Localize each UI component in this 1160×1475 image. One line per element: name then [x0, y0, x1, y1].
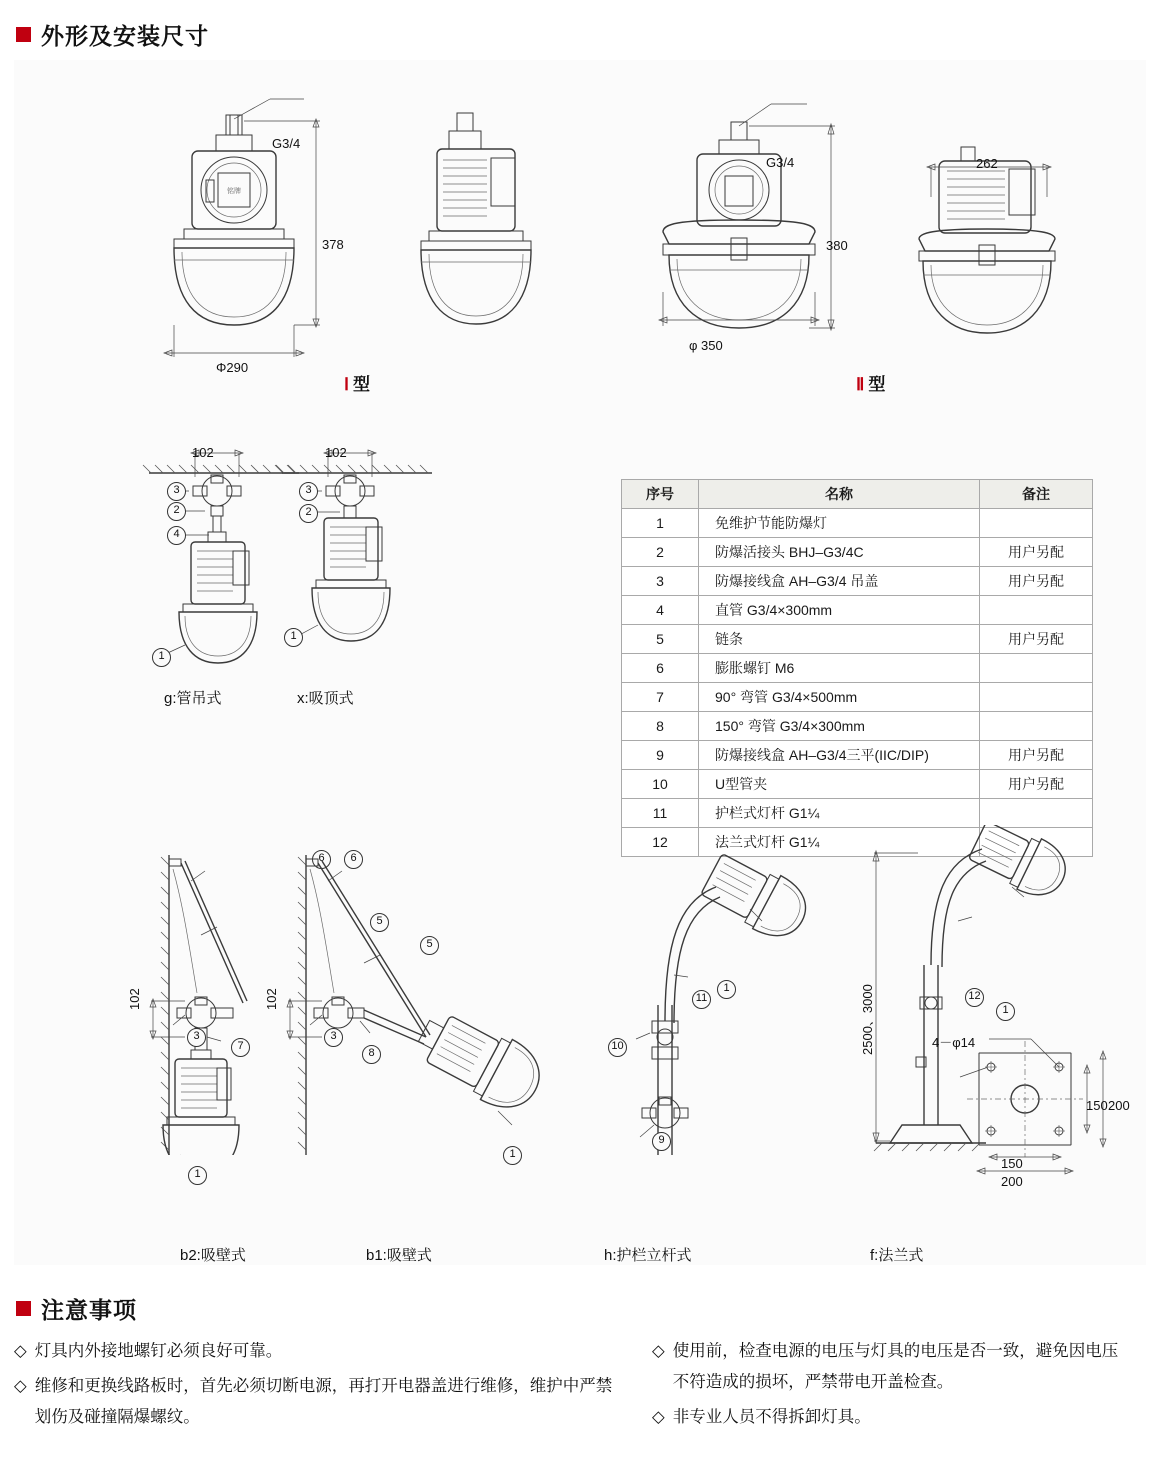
callout-7-b2: 7: [231, 1038, 250, 1057]
callout-1-h: 1: [717, 980, 736, 999]
type2-width-dimension: [909, 135, 1129, 215]
table-row: [622, 712, 1093, 741]
table-row: [622, 683, 1093, 712]
mount-label-g: g:管吊式: [164, 690, 222, 707]
label-flange-200v: 200: [1108, 1098, 1130, 1113]
callout-12-f: 12: [965, 988, 984, 1007]
label-flange-200h: 200: [1001, 1174, 1023, 1189]
cell-name: 防爆活接头 BHJ–G3/4C: [699, 538, 980, 567]
cell-remark: [980, 799, 1093, 828]
cell-no: 3: [622, 567, 699, 596]
cell-remark: [980, 683, 1093, 712]
note-item: [652, 1402, 1132, 1433]
callout-5-b2: 5: [370, 913, 389, 932]
table-row: [622, 538, 1093, 567]
diagram-area: [14, 60, 1146, 1265]
callout-1-b2: 1: [188, 1166, 207, 1185]
table-row: [622, 654, 1093, 683]
cell-name: 150° 弯管 G3/4×300mm: [699, 712, 980, 741]
cell-remark: [980, 712, 1093, 741]
section-title-text: 外形及安装尺寸: [41, 23, 209, 49]
note-text: 维修和更换线路板时，首先必须切断电源，再打开电器盖进行维修，维护中严禁划伤及碰撞隔爆螺纹。: [34, 1377, 613, 1426]
mount-b1-drawing: [276, 825, 566, 1155]
diamond-icon: ◇: [14, 1377, 27, 1395]
cell-name: 直管 G3/4×300mm: [699, 596, 980, 625]
callout-4-g: 4: [167, 526, 186, 545]
cell-name: 免维护节能防爆灯: [699, 509, 980, 538]
callout-2-g: 2: [167, 502, 186, 521]
callout-6-b1: 6: [344, 850, 363, 869]
label-type2-width: 262: [976, 156, 998, 171]
label-flange-150v: 150: [1086, 1098, 1108, 1113]
callout-1-x: 1: [284, 628, 303, 647]
callout-8-b1: 8: [362, 1045, 381, 1064]
callout-1-b1: 1: [503, 1146, 522, 1165]
notes-column-right: [652, 1336, 1132, 1437]
cell-no: 11: [622, 799, 699, 828]
label-mount-g-width: 102: [192, 445, 214, 460]
cell-remark: 用户另配: [980, 770, 1093, 799]
mount-x-drawing: [262, 435, 452, 705]
cell-no: 9: [622, 741, 699, 770]
diamond-icon: ◇: [14, 1342, 27, 1360]
table-row: [622, 770, 1093, 799]
notes-title-text: 注意事项: [41, 1297, 137, 1323]
cell-name: 防爆接线盒 AH–G3/4 吊盖: [699, 567, 980, 596]
callout-1-g: 1: [152, 648, 171, 667]
red-square-icon: [16, 27, 31, 42]
cell-name: 防爆接线盒 AH–G3/4三平(IIC/DIP): [699, 741, 980, 770]
diamond-icon: ◇: [652, 1342, 665, 1360]
section-heading-notes: [16, 1292, 137, 1325]
cell-no: 1: [622, 509, 699, 538]
cell-name: 膨胀螺钉 M6: [699, 654, 980, 683]
type2-label: [856, 370, 885, 395]
type2-text: 型: [868, 375, 886, 394]
table-row: [622, 509, 1093, 538]
callout-2-x: 2: [299, 504, 318, 523]
callout-3-x: 3: [299, 482, 318, 501]
cell-remark: 用户另配: [980, 538, 1093, 567]
label-b2-width: 102: [127, 988, 142, 1010]
parts-table: [621, 479, 1093, 857]
note-text: 使用前，检查电源的电压与灯具的电压是否一致，避免因电压不符造成的损坏，严禁带电开盖检查。: [672, 1342, 1119, 1391]
callout-6-b2: 6: [312, 850, 331, 869]
cell-no: 12: [622, 828, 699, 857]
type2-mark: Ⅱ: [856, 375, 865, 394]
type1-dimension-lines: [144, 85, 404, 385]
diamond-icon: ◇: [652, 1408, 665, 1426]
parts-table-header-row: [622, 480, 1093, 509]
cell-name: 法兰式灯杆 G1¼: [699, 828, 980, 857]
type1-mark: Ⅰ: [344, 375, 350, 394]
header-no: 序号: [622, 480, 699, 509]
cell-remark: [980, 596, 1093, 625]
type1-side-view-drawing: [409, 88, 609, 348]
cell-no: 6: [622, 654, 699, 683]
label-flange-150h: 150: [1001, 1156, 1023, 1171]
note-text: 灯具内外接地螺钉必须良好可靠。: [34, 1342, 283, 1360]
cell-no: 10: [622, 770, 699, 799]
red-square-icon-notes: [16, 1301, 31, 1316]
callout-3-b1: 3: [324, 1028, 343, 1047]
mount-label-b1: b1:吸壁式: [366, 1247, 432, 1264]
cell-name: U型管夹: [699, 770, 980, 799]
callout-9-h: 9: [652, 1132, 671, 1151]
label-type1-height: 378: [322, 237, 344, 252]
callout-11-h: 11: [692, 990, 711, 1009]
note-item: [14, 1371, 614, 1433]
cell-no: 4: [622, 596, 699, 625]
label-flange-holes: 4－φ14: [932, 1035, 976, 1050]
cell-remark: 用户另配: [980, 625, 1093, 654]
mount-h-drawing: [604, 825, 824, 1155]
cell-no: 8: [622, 712, 699, 741]
callout-5-b1: 5: [420, 936, 439, 955]
table-row: [622, 799, 1093, 828]
table-row: [622, 567, 1093, 596]
note-item: [14, 1336, 614, 1367]
section-heading-dimensions: [16, 18, 209, 51]
notes-column-left: [14, 1336, 614, 1437]
label-mount-x-width: 102: [325, 445, 347, 460]
cell-no: 2: [622, 538, 699, 567]
label-pole-height: 2500、3000: [860, 984, 875, 1055]
label-type1-thread: G3/4: [272, 136, 301, 151]
cell-name: 护栏式灯杆 G1¼: [699, 799, 980, 828]
cell-name: 链条: [699, 625, 980, 654]
table-row: [622, 741, 1093, 770]
cell-remark: [980, 509, 1093, 538]
label-type2-height: 380: [826, 238, 848, 253]
note-text: 非专业人员不得拆卸灯具。: [672, 1408, 871, 1426]
mount-label-f: f:法兰式: [870, 1247, 924, 1264]
label-type2-thread: G3/4: [766, 155, 795, 170]
cell-remark: 用户另配: [980, 741, 1093, 770]
table-row: [622, 596, 1093, 625]
header-remark: 备注: [980, 480, 1093, 509]
cell-remark: 用户另配: [980, 567, 1093, 596]
type1-text: 型: [353, 375, 371, 394]
mount-label-b2: b2:吸壁式: [180, 1247, 246, 1264]
label-type1-diameter: Φ290: [216, 360, 249, 375]
table-row: [622, 625, 1093, 654]
label-type2-diameter: φ 350: [689, 338, 723, 353]
callout-10-h: 10: [608, 1038, 627, 1057]
type1-label: [344, 370, 370, 395]
callout-3-g: 3: [167, 482, 186, 501]
label-b1-width: 102: [264, 988, 279, 1010]
svg-text:铭牌: 铭牌: [227, 188, 241, 195]
mount-label-h: h:护栏立杆式: [604, 1247, 692, 1264]
cell-remark: [980, 654, 1093, 683]
callout-1-f: 1: [996, 1002, 1015, 1021]
mount-label-x: x:吸顶式: [297, 690, 354, 707]
cell-no: 7: [622, 683, 699, 712]
callout-3-b2: 3: [187, 1028, 206, 1047]
header-name: 名称: [699, 480, 980, 509]
cell-no: 5: [622, 625, 699, 654]
type2-dimension-lines: [649, 92, 909, 392]
note-item: [652, 1336, 1132, 1398]
cell-name: 90° 弯管 G3/4×500mm: [699, 683, 980, 712]
